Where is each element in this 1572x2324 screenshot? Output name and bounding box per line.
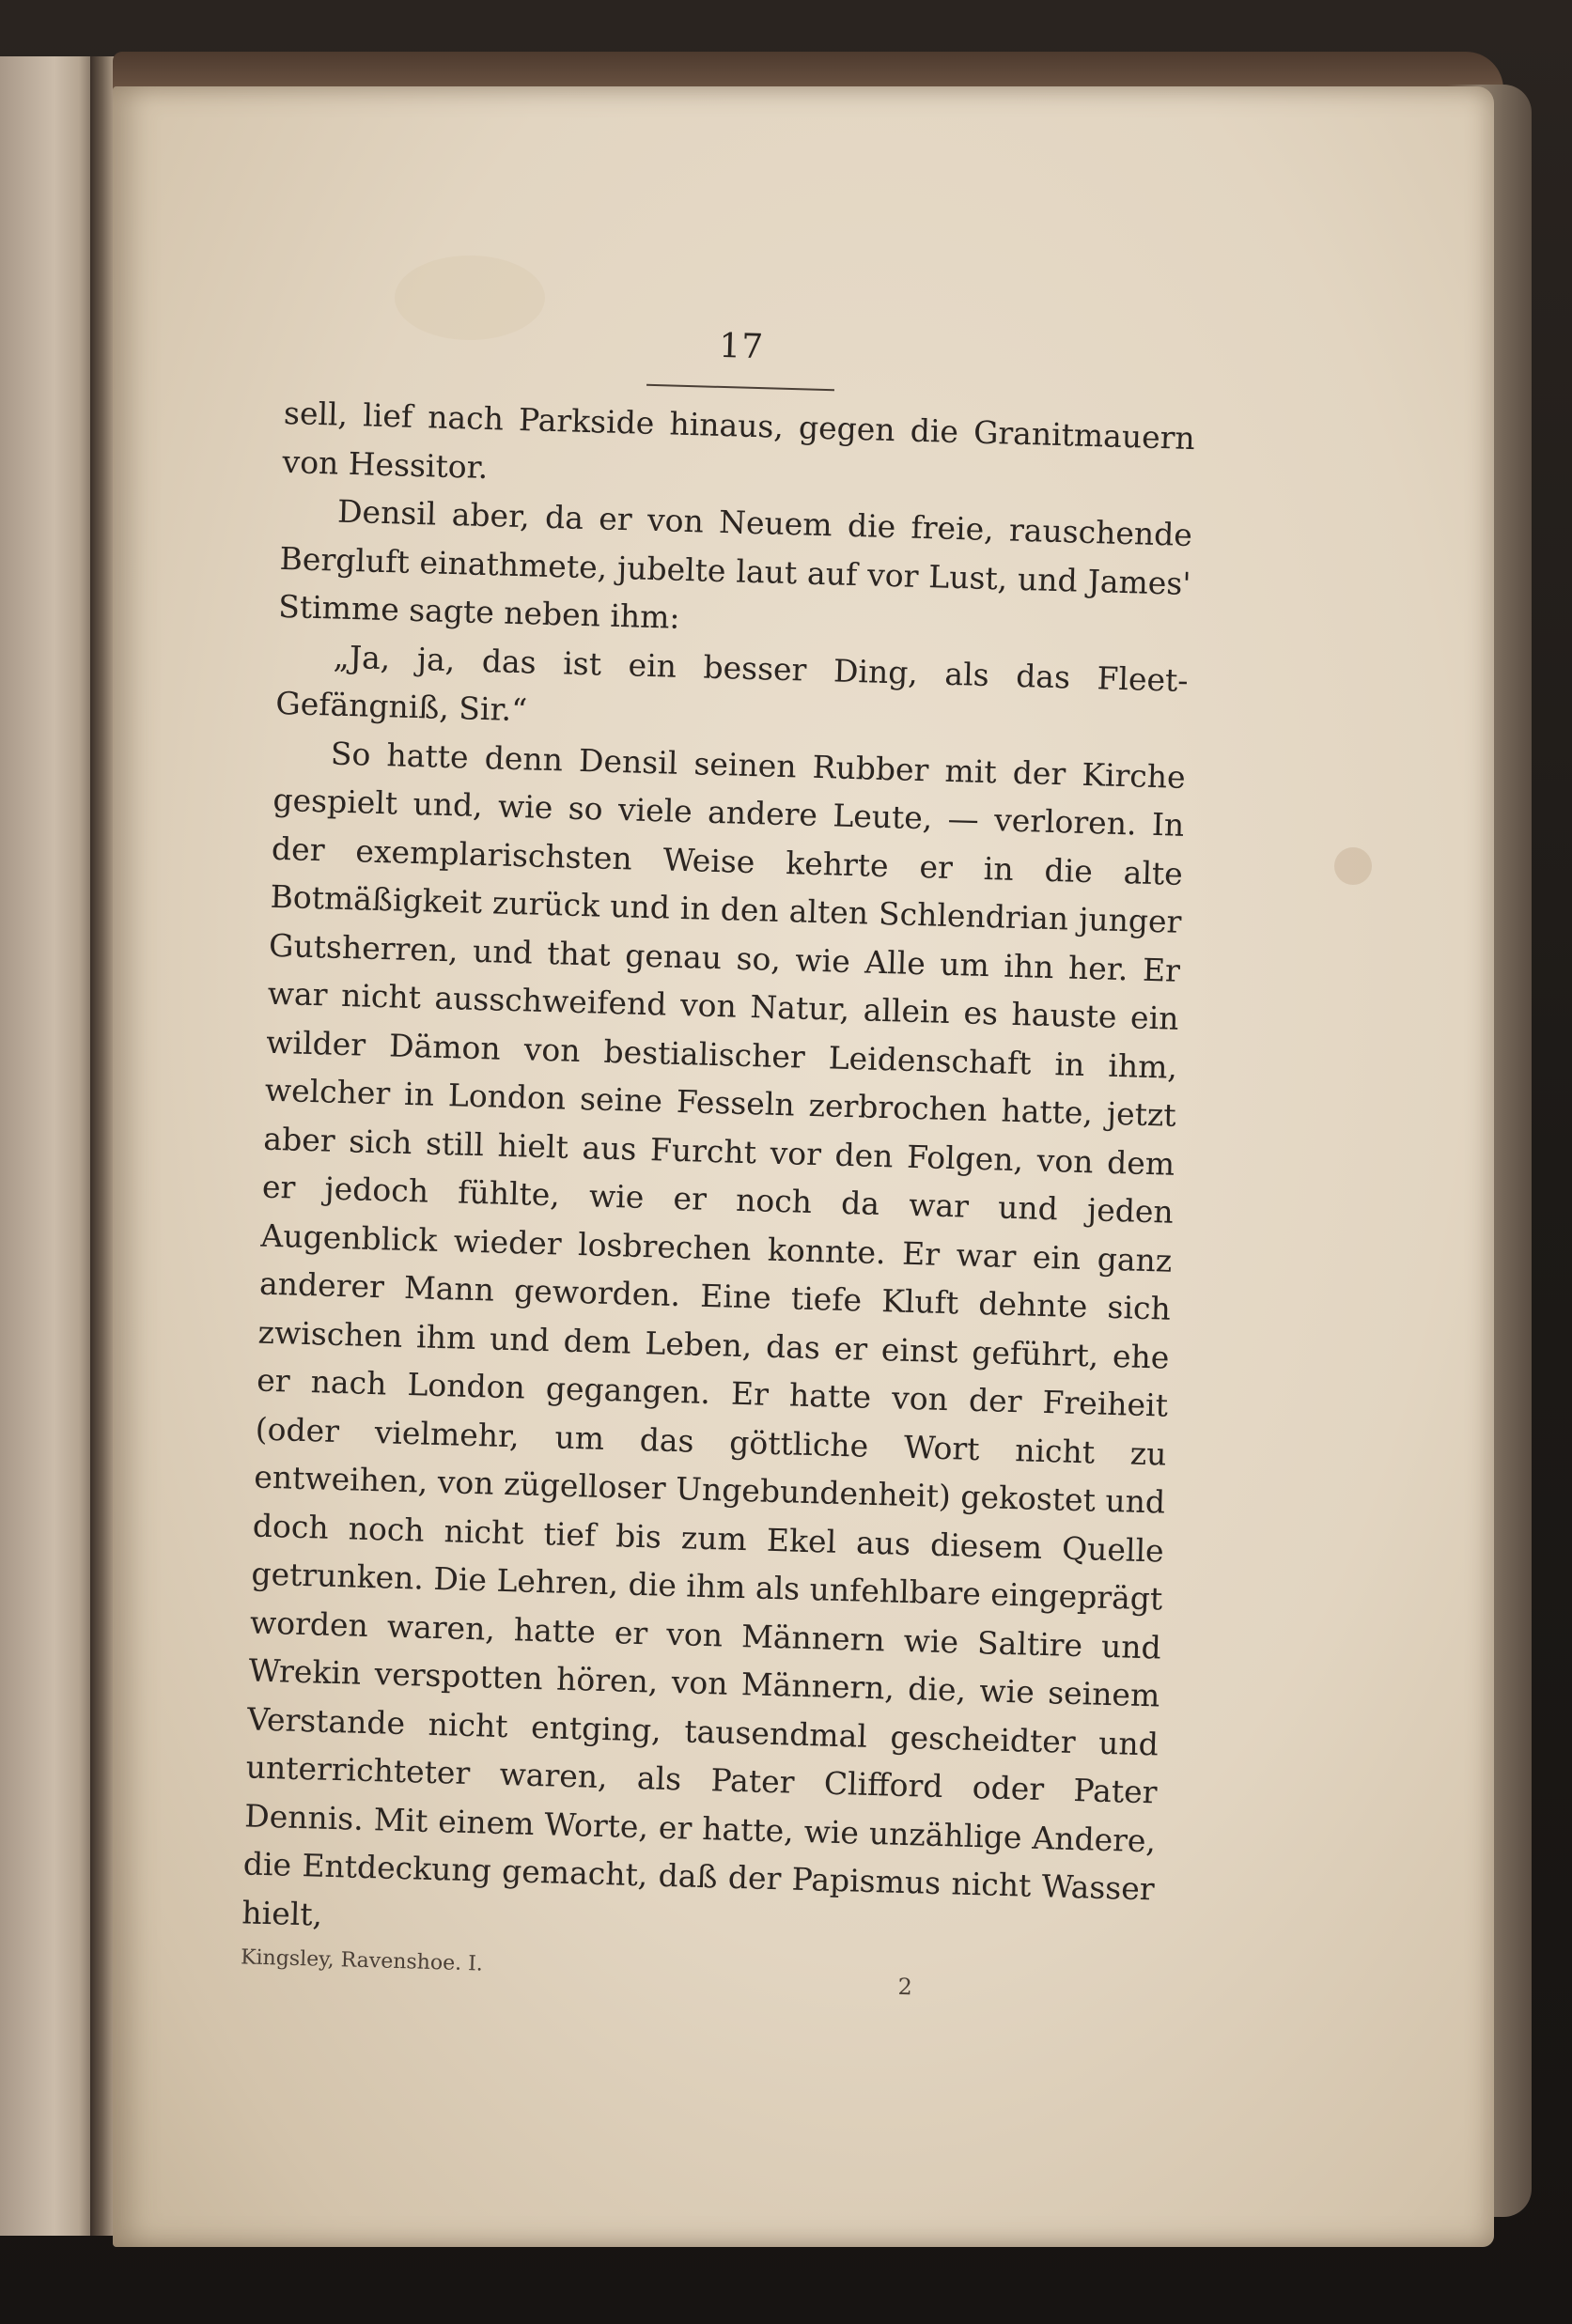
page-content [240,315,1197,2008]
page-stain [1334,847,1372,885]
printer-signature: Kingsley, Ravenshoe. I. [240,1945,484,1976]
paragraph: sell, lief nach Parkside hinaus, gegen die Granitmauern von Hessitor. [282,394,1196,486]
sheet-number: 2 [897,1973,913,2001]
paragraph: Densil aber, da er von Neuem die freie, rauschende Bergluft einathmete, jubelte laut auf vor Lust, und James' Stimme sagte neben ihm: [277,492,1193,636]
body-text [241,389,1196,1961]
left-page-edge [0,56,101,2236]
page-number: 17 [718,326,765,367]
header-rule [646,384,834,392]
paragraph: So hatte denn Densil seinen Rubber mit der Kirche gespielt und, wie so viele andere Leute, — verloren. In der exemplarischsten Weise kehrte er in die alte Botmäßigkeit zurück und in den alten Schlendrian junger Gutsherren, und that genau so, wie Alle um ihn her. Er war nicht ausschweifend von Natur, allein es hauste ein wilder Dämon von bestialischer Leidenschaft in ihm, welcher in London seine Fesseln zerbrochen hatte, jetzt aber sich still hielt aus Furcht vor den Folgen, von dem er jedoch fühlte, wie er noch da war und jeden Augenblick wieder losbrechen konnte. Er war ein ganz anderer Mann geworden. Eine tiefe Kluft dehnte sich zwischen ihm und dem Leben, das er einst geführt, ehe er nach London gegangen. Er hatte von der Freiheit (oder vielmehr, um das göttliche Wort nicht zu entweihen, von zügelloser Ungebundenheit) gekostet und doch noch nicht tief bis zum Ekel aus diesem Quelle getrunken. Die Lehren, die ihm als unfehlbare eingeprägt worden waren, hatte er von Männern wie Saltire und Wrekin verspotten hören, von Männern, die, wie seinem Verstande nicht entging, tausendmal gescheidter und unterrichteter waren, als Pater Clifford oder Pater Dennis. Mit einem Worte, er hatte, wie unzählige Andere, die Entdeckung gemacht, daß der Papismus nicht Wasser hielt, [241,735,1187,1933]
paragraph: „Ja, ja, das ist ein besser Ding, als das Fleet-Gefängniß, Sir.“ [274,638,1190,729]
